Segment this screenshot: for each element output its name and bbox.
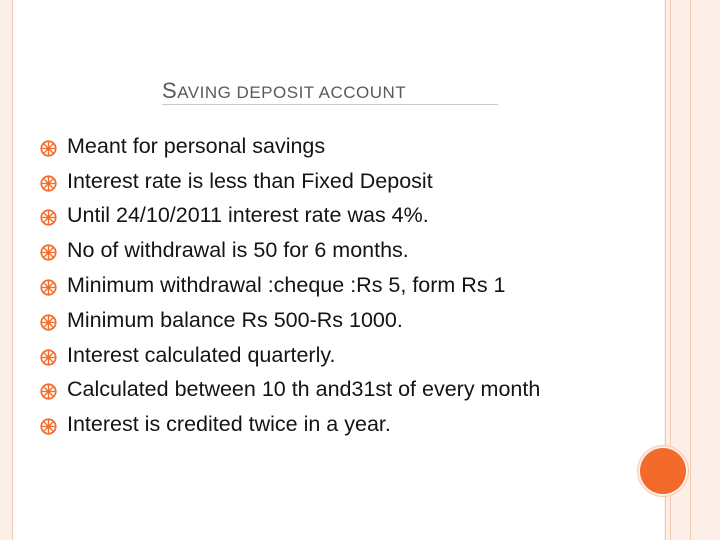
title-first-letter: S <box>162 78 178 103</box>
wheel-bullet-icon <box>40 381 57 398</box>
title-rest: AVING DEPOSIT ACCOUNT <box>177 83 407 102</box>
bullet-text: Interest is credited twice in a year. <box>67 412 391 437</box>
left-border-line <box>12 0 13 540</box>
bullet-text: Minimum balance Rs 500-Rs 1000. <box>67 307 403 332</box>
bullet-item <box>40 268 540 303</box>
bullet-item <box>40 129 540 164</box>
bullet-item <box>40 338 540 373</box>
wheel-bullet-icon <box>40 347 57 364</box>
wheel-bullet-icon <box>40 277 57 294</box>
bullet-item <box>40 233 540 268</box>
bullet-text: Calculated between 10 th and31st of every month <box>67 377 541 402</box>
bullet-text: Minimum withdrawal :cheque :Rs 5, form Rs 1 <box>67 273 506 298</box>
bullet-text: Meant for personal savings <box>67 133 326 158</box>
bullet-text: Until 24/10/2011 interest rate was 4%. <box>67 203 429 228</box>
wheel-bullet-icon <box>40 173 57 190</box>
wheel-bullet-icon <box>40 312 57 329</box>
bullet-item <box>40 373 540 408</box>
bullet-text: Interest rate is less than Fixed Deposit <box>67 168 433 193</box>
bullet-text: Interest calculated quarterly. <box>67 342 336 367</box>
bullet-text: No of withdrawal is 50 for 6 months. <box>67 238 409 263</box>
wheel-bullet-icon <box>40 207 57 224</box>
wheel-bullet-icon <box>40 242 57 259</box>
bullet-item <box>40 199 540 234</box>
bullet-list <box>40 129 540 442</box>
title-underline <box>162 104 498 105</box>
bullet-item <box>40 303 540 338</box>
bullet-item <box>40 407 540 442</box>
wheel-bullet-icon <box>40 138 57 155</box>
slide-title <box>162 78 406 104</box>
decorative-circle <box>640 448 686 494</box>
bullet-item <box>40 164 540 199</box>
right-border-line-3 <box>690 0 691 540</box>
wheel-bullet-icon <box>40 416 57 433</box>
